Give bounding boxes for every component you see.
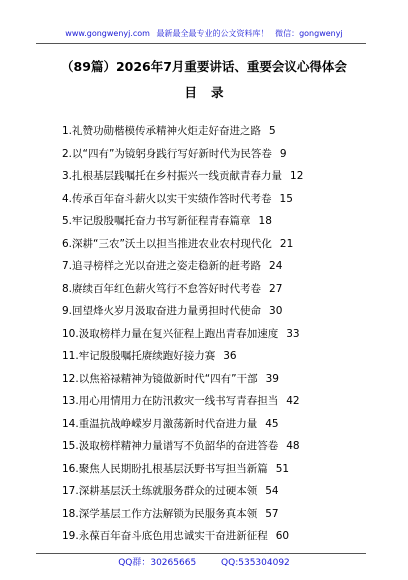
toc-entry[interactable] bbox=[62, 120, 382, 143]
page-footer bbox=[0, 557, 408, 569]
page-header bbox=[0, 28, 408, 40]
toc-entry[interactable] bbox=[62, 323, 382, 346]
toc-entry-title: 11.牢记殷殷嘱托赓续跑好接力赛 bbox=[62, 350, 216, 362]
toc-entry-page: 18 bbox=[258, 215, 272, 227]
toc-entry[interactable] bbox=[62, 525, 382, 548]
toc-entry[interactable] bbox=[62, 188, 382, 211]
header-divider bbox=[36, 43, 366, 44]
toc-entry-title: 12.以焦裕禄精神为镜做新时代“四有”干部 bbox=[62, 372, 258, 385]
toc-entry[interactable] bbox=[62, 435, 382, 458]
toc-heading: 目录 bbox=[184, 85, 238, 100]
toc-entry[interactable] bbox=[62, 233, 382, 256]
toc-entry-page: 57 bbox=[265, 507, 279, 520]
toc-entry[interactable] bbox=[62, 413, 382, 436]
toc-entry[interactable] bbox=[62, 255, 382, 278]
toc-entry-title: 9.回望烽火岁月汲取奋进力量勇担时代使命 bbox=[62, 305, 262, 317]
toc-entry-title: 15.汲取榜样精神力量谱写不负韶华的奋进答卷 bbox=[62, 440, 279, 452]
toc-entry-page: 48 bbox=[286, 440, 300, 452]
document-title: （89篇）2026年7月重要讲话、重要会议心得体会 bbox=[61, 59, 347, 74]
wechat-id: 微信：gongwenyj bbox=[275, 29, 343, 38]
toc-entry-page: 39 bbox=[265, 372, 279, 385]
toc-entry-page: 15 bbox=[279, 192, 293, 205]
toc-entry-page: 36 bbox=[223, 350, 237, 362]
toc-entry[interactable] bbox=[62, 300, 382, 323]
toc-entry-title: 17.深耕基层沃土练就服务群众的过硬本领 bbox=[62, 485, 258, 497]
toc-entry-title: 14.重温抗战峥嵘岁月激荡新时代奋进力量 bbox=[62, 417, 258, 430]
toc-entry[interactable] bbox=[62, 210, 382, 233]
toc-entry-title: 3.扎根基层践嘱托在乡村振兴一线贡献青春力量 bbox=[62, 170, 283, 182]
toc-entry-page: 30 bbox=[269, 305, 283, 317]
toc-entry-title: 7.追寻榜样之光以奋进之姿走稳新的赶考路 bbox=[62, 260, 262, 272]
toc-entry-title: 10.汲取榜样力量在复兴征程上跑出青春加速度 bbox=[62, 327, 279, 340]
qq-contact: QQ:535304092 bbox=[221, 558, 290, 568]
toc-entry-title: 2.以“四有”为镜躬身践行写好新时代为民答卷 bbox=[62, 147, 272, 160]
toc-entry[interactable] bbox=[62, 390, 382, 413]
footer-divider bbox=[36, 553, 366, 554]
toc-entry-title: 8.赓续百年红色薪火笃行不怠答好时代考卷 bbox=[62, 282, 262, 295]
toc-entry[interactable] bbox=[62, 480, 382, 503]
toc-entry[interactable] bbox=[62, 165, 382, 188]
toc-entry-page: 27 bbox=[269, 282, 283, 295]
toc-entry[interactable] bbox=[62, 345, 382, 368]
qq-group: QQ群：30265665 bbox=[118, 558, 197, 568]
toc-entry[interactable] bbox=[62, 368, 382, 391]
toc-entry-title: 5.牢记殷殷嘱托奋力书写新征程青春篇章 bbox=[62, 215, 251, 227]
toc-entry-page: 45 bbox=[265, 417, 279, 430]
toc-entry[interactable] bbox=[62, 143, 382, 166]
toc-entry-page: 21 bbox=[279, 237, 294, 250]
site-url-link[interactable]: www.gongwenyj.com bbox=[65, 29, 150, 38]
toc-entry[interactable] bbox=[62, 503, 382, 526]
toc-entry-title: 13.用心用情用力在防汛救灾一线书写青春担当 bbox=[62, 395, 279, 407]
table-of-contents bbox=[62, 120, 382, 548]
toc-entry-title: 19.永葆百年奋斗底色用忠诚实干奋进新征程 bbox=[62, 530, 268, 542]
toc-entry-page: 5 bbox=[269, 125, 276, 137]
toc-entry-title: 6.深耕“三农”沃土以担当推进农业农村现代化 bbox=[62, 237, 272, 250]
toc-entry-title: 16.聚焦人民期盼扎根基层沃野书写担当新篇 bbox=[62, 462, 268, 475]
toc-entry-title: 1.礼赞功勋楷模传承精神火炬走好奋进之路 bbox=[62, 125, 262, 137]
toc-entry-page: 51 bbox=[275, 462, 290, 475]
toc-entry-page: 54 bbox=[265, 485, 279, 497]
toc-entry[interactable] bbox=[62, 458, 382, 481]
toc-entry-page: 12 bbox=[290, 170, 304, 182]
toc-entry-page: 24 bbox=[269, 260, 283, 272]
toc-entry-page: 42 bbox=[286, 395, 300, 407]
toc-entry-page: 9 bbox=[279, 147, 287, 160]
toc-entry-page: 60 bbox=[275, 530, 290, 542]
toc-entry[interactable] bbox=[62, 278, 382, 301]
toc-entry-title: 18.深学基层工作方法解锁为民服务真本领 bbox=[62, 507, 258, 520]
toc-entry-title: 4.传承百年奋斗薪火以实干实绩作答时代考卷 bbox=[62, 192, 272, 205]
toc-entry-page: 33 bbox=[286, 327, 300, 340]
header-tagline: 最新最全最专业的公文资料库！ bbox=[156, 29, 269, 38]
